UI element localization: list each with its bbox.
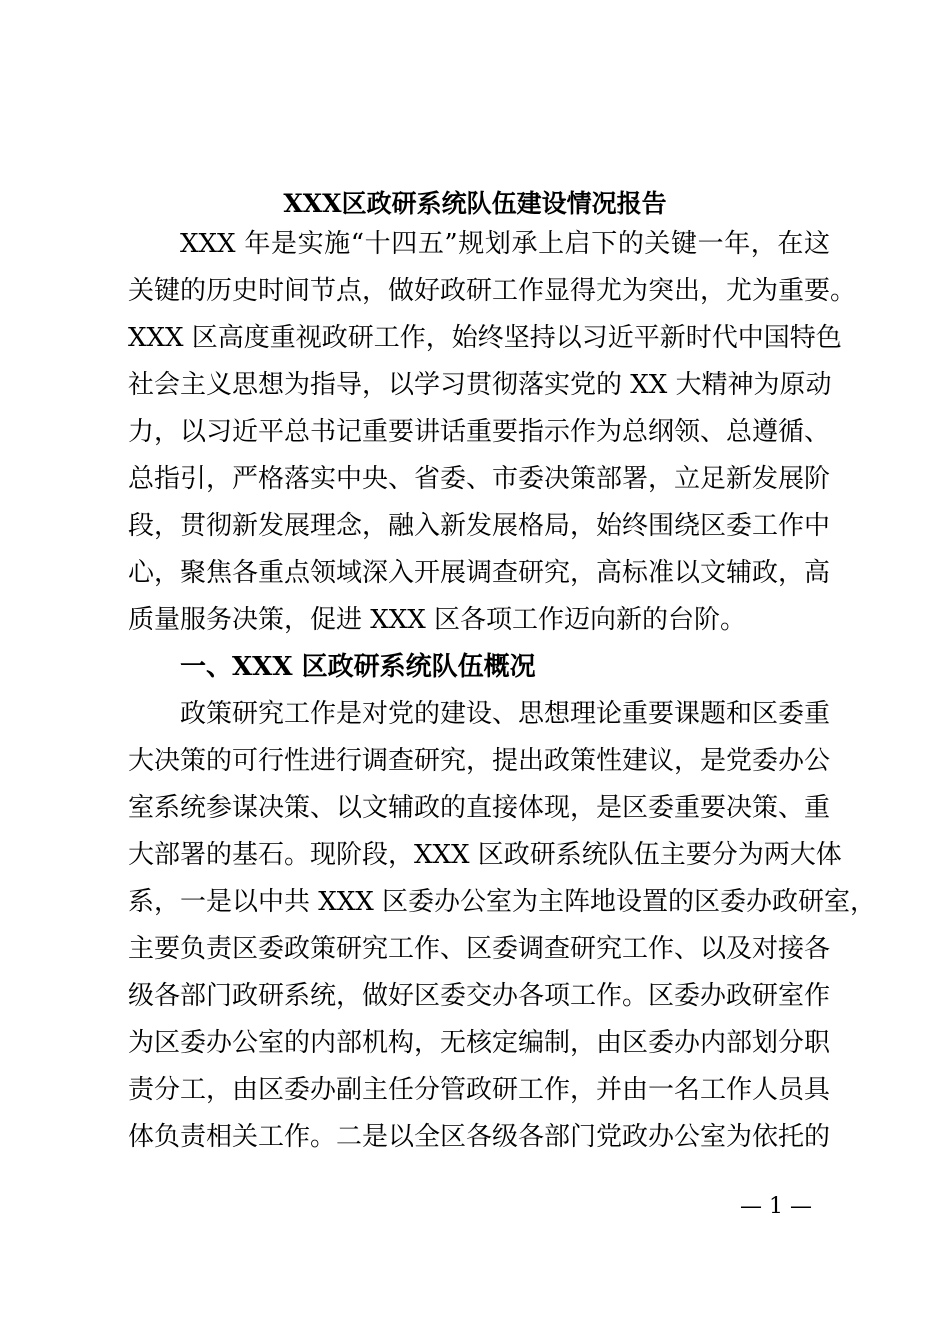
paragraph-line: 关键的历史时间节点，做好政研工作显得尤为突出，尤为重要。 [128, 276, 857, 306]
page-number: — 1 — [740, 1194, 812, 1219]
paragraph-line: 责分工，由区委办副主任分管政研工作，并由一名工作人员具 [128, 1075, 831, 1105]
paragraph-line: XXX 年是实施“十四五”规划承上启下的关键一年，在这 [180, 229, 830, 259]
paragraph-line: 心，聚焦各重点领域深入开展调查研究，高标准以文辅政，高 [128, 558, 831, 588]
paragraph-line: XXX 区高度重视政研工作，始终坚持以习近平新时代中国特色 [128, 323, 842, 353]
section-heading: 一、XXX 区政研系统队伍概况 [180, 652, 536, 682]
paragraph-line: 体负责相关工作。二是以全区各级各部门党政办公室为依托的 [128, 1122, 831, 1152]
paragraph-line: 政策研究工作是对党的建设、思想理论重要课题和区委重 [180, 699, 831, 729]
document-title: XXX区政研系统队伍建设情况报告 [283, 189, 667, 218]
paragraph-line: 大部署的基石。现阶段，XXX 区政研系统队伍主要分为两大体 [128, 840, 842, 870]
paragraph-line: 系，一是以中共 XXX 区委办公室为主阵地设置的区委办政研室， [128, 887, 877, 917]
paragraph-line: 大决策的可行性进行调查研究，提出政策性建议，是党委办公 [128, 746, 831, 776]
paragraph-line: 级各部门政研系统，做好区委交办各项工作。区委办政研室作 [128, 981, 831, 1011]
paragraph-line: 室系统参谋决策、以文辅政的直接体现，是区委重要决策、重 [128, 793, 831, 823]
paragraph-line: 段，贯彻新发展理念，融入新发展格局，始终围绕区委工作中 [128, 511, 831, 541]
paragraph-line: 质量服务决策，促进 XXX 区各项工作迈向新的台阶。 [128, 605, 747, 635]
paragraph-line: 力，以习近平总书记重要讲话重要指示作为总纲领、总遵循、 [128, 417, 831, 447]
paragraph-line: 为区委办公室的内部机构，无核定编制，由区委办内部划分职 [128, 1028, 831, 1058]
paragraph-line: 总指引，严格落实中央、省委、市委决策部署，立足新发展阶 [128, 464, 831, 494]
paragraph-line: 主要负责区委政策研究工作、区委调查研究工作、以及对接各 [128, 934, 831, 964]
paragraph-line: 社会主义思想为指导，以学习贯彻落实党的 XX 大精神为原动 [128, 370, 832, 400]
